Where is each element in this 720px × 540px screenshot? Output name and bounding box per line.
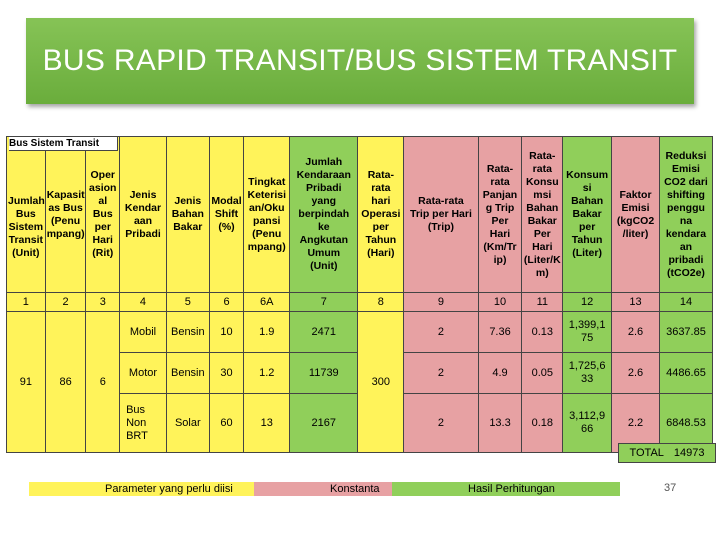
cell-konsumsi-km: 0.05 xyxy=(522,353,563,394)
col-number: 1 xyxy=(7,293,46,312)
legend-label: Parameter yang perlu diisi xyxy=(105,483,233,495)
cell-okupansi: 1.2 xyxy=(244,353,290,394)
header-konsumsi-tahun xyxy=(563,137,612,293)
header-faktor-emisi xyxy=(612,137,660,293)
header-cell: Jenis Kendar aan Pribadi xyxy=(124,188,162,240)
legend-label: Konstanta xyxy=(330,483,380,495)
header-cell: Tingkat Keterisi an/Oku pansi (Penu mpang) xyxy=(247,175,287,253)
page-number: 37 xyxy=(664,482,677,494)
cell-modal-shift: 60 xyxy=(209,394,244,453)
header-jumlah-pindah xyxy=(290,137,358,293)
table-label: Bus Sistem Transit xyxy=(9,137,118,151)
header-reduksi xyxy=(659,137,712,293)
header-okupansi xyxy=(244,137,290,293)
cell-jumlah-pindah: 11739 xyxy=(290,353,358,394)
header-cell: Konsum si Bahan Bakar per Tahun (Liter) xyxy=(566,169,609,259)
cell-okupansi: 13 xyxy=(244,394,290,453)
cell-panjang: 13.3 xyxy=(478,394,522,453)
legend-label: Hasil Perhitungan xyxy=(468,483,555,495)
cell-kendaraan: Mobil xyxy=(120,312,167,353)
header-cell: Rata- rata hari Operasi per Tahun (Hari) xyxy=(361,169,401,259)
col-number: 14 xyxy=(659,293,712,312)
cell-bahan-bakar: Bensin xyxy=(166,353,209,394)
col-number: 7 xyxy=(290,293,358,312)
emission-table xyxy=(6,136,713,453)
cell-kapasitas: 86 xyxy=(45,312,86,453)
cell-konsumsi-tahun: 3,112,9 66 xyxy=(563,394,612,453)
header-cell: Rata- rata Konsu msi Bahan Bakar Per Hari (Liter/K m) xyxy=(523,149,561,279)
col-number: 3 xyxy=(86,293,120,312)
cell-faktor: 2.6 xyxy=(612,353,660,394)
cell-kendaraan: Motor xyxy=(120,353,167,394)
col-number: 10 xyxy=(478,293,522,312)
cell-konsumsi-tahun: 1,399,1 75 xyxy=(563,312,612,353)
col-number: 6 xyxy=(209,293,244,312)
page-title: BUS RAPID TRANSIT/BUS SISTEM TRANSIT xyxy=(42,44,678,77)
header-konsumsi-km xyxy=(522,137,563,293)
col-number: 12 xyxy=(563,293,612,312)
cell-reduksi: 6848.53 xyxy=(659,394,712,453)
cell-konsumsi-km: 0.13 xyxy=(522,312,563,353)
cell-reduksi: 4486.65 xyxy=(659,353,712,394)
header-cell: Rata-rata Trip per Hari (Trip) xyxy=(410,195,472,233)
cell-jumlah-bus: 91 xyxy=(7,312,46,453)
cell-faktor: 2.6 xyxy=(612,312,660,353)
header-panjang-trip xyxy=(478,137,522,293)
header-cell: Reduksi Emisi CO2 dari shifting penggu na kendara an pribadi (tCO2e) xyxy=(664,149,708,279)
cell-jumlah-pindah: 2471 xyxy=(290,312,358,353)
header-hari-operasi xyxy=(358,137,404,293)
cell-bahan-bakar: Solar xyxy=(166,394,209,453)
column-number-row xyxy=(7,293,713,312)
total-cell xyxy=(618,443,716,463)
header-row xyxy=(7,137,713,293)
col-number: 9 xyxy=(404,293,478,312)
col-number: 2 xyxy=(45,293,86,312)
cell-trip: 2 xyxy=(404,394,478,453)
cell-panjang: 7.36 xyxy=(478,312,522,353)
col-number: 4 xyxy=(120,293,167,312)
header-cell: Jumlah Bus Sistem Transit (Unit) xyxy=(8,195,45,259)
header-cell: Oper asion al Bus per Hari (Rit) xyxy=(89,169,117,259)
cell-bahan-bakar: Bensin xyxy=(166,312,209,353)
cell-hari-operasi: 300 xyxy=(358,312,404,453)
cell-panjang: 4.9 xyxy=(478,353,522,394)
cell-modal-shift: 30 xyxy=(209,353,244,394)
table-row xyxy=(7,312,713,353)
cell-reduksi: 3637.85 xyxy=(659,312,712,353)
header-cell: Jumlah Kendaraan Pribadi yang berpindah ke Angkutan Umum (Unit) xyxy=(296,156,351,272)
total-label: TOTAL xyxy=(629,447,664,459)
header-cell: Faktor Emisi (kgCO2 /liter) xyxy=(616,188,655,240)
cell-faktor: 2.2 xyxy=(612,394,660,453)
col-number: 13 xyxy=(612,293,660,312)
col-number: 11 xyxy=(522,293,563,312)
cell-jumlah-pindah: 2167 xyxy=(290,394,358,453)
header-cell: Rata- rata Panjan g Trip Per Hari (Km/Tr ip) xyxy=(482,162,518,266)
cell-modal-shift: 10 xyxy=(209,312,244,353)
cell-okupansi: 1.9 xyxy=(244,312,290,353)
header-jenis-kendaraan xyxy=(120,137,167,293)
header-kapasitas xyxy=(45,137,86,293)
col-number: 5 xyxy=(166,293,209,312)
header-bahan-bakar xyxy=(166,137,209,293)
title-banner xyxy=(26,18,694,104)
cell-kendaraan: Bus Non BRT xyxy=(120,394,167,453)
cell-konsumsi-tahun: 1,725,6 33 xyxy=(563,353,612,394)
header-cell: Jenis Bahan Bakar xyxy=(171,195,204,233)
header-cell: Modal Shift (%) xyxy=(211,195,242,233)
cell-operasional: 6 xyxy=(86,312,120,453)
cell-trip: 2 xyxy=(404,353,478,394)
header-operasional xyxy=(86,137,120,293)
cell-trip: 2 xyxy=(404,312,478,353)
header-modal-shift xyxy=(209,137,244,293)
header-cell: Kapasit as Bus (Penu mpang) xyxy=(46,188,85,240)
col-number: 8 xyxy=(358,293,404,312)
header-trip xyxy=(404,137,478,293)
col-number: 6A xyxy=(244,293,290,312)
total-value: 14973 xyxy=(673,447,705,459)
cell-konsumsi-km: 0.18 xyxy=(522,394,563,453)
